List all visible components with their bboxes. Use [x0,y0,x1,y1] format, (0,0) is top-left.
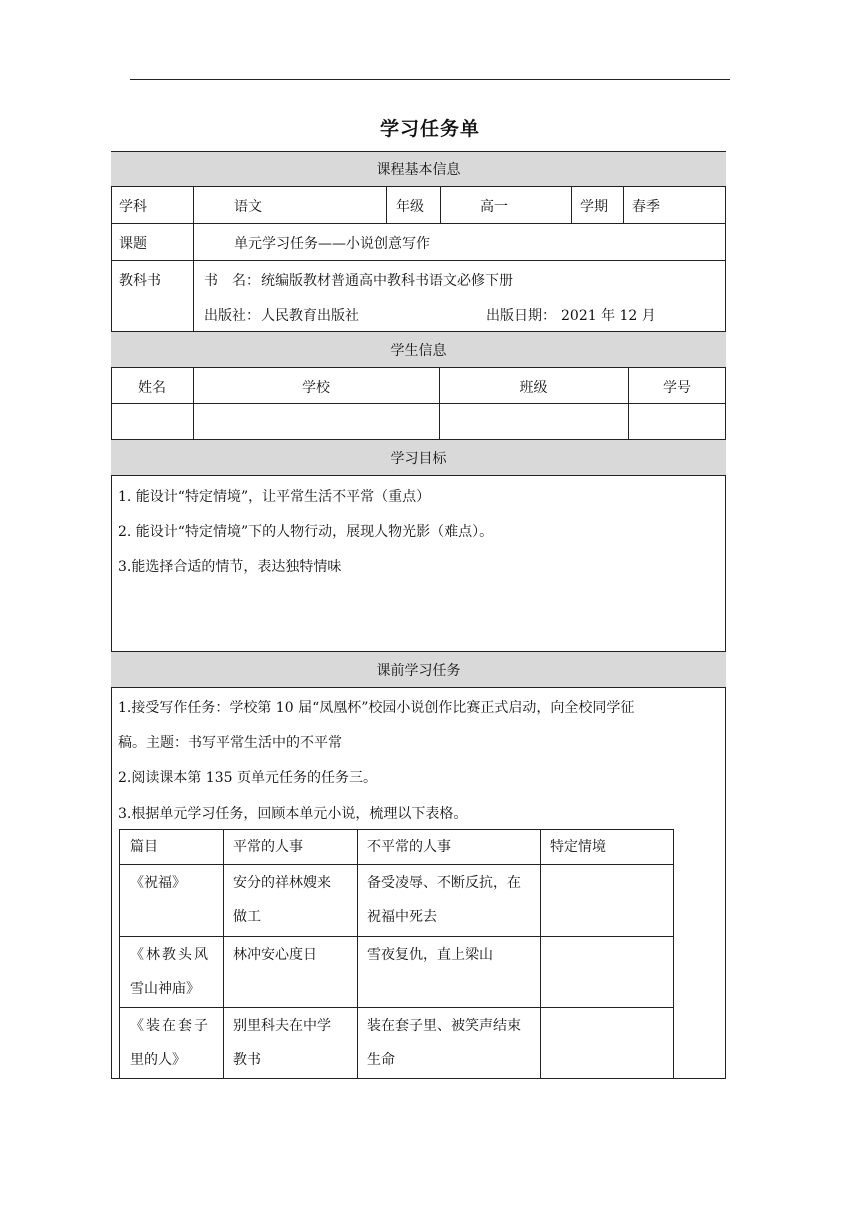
task-text: 2.阅读课本第 135 页单元任务的任务三。 [118,770,377,786]
pre-tasks-header [111,651,726,688]
pub-date-label: 出版日期： [486,308,556,324]
book-name-label: 书 名： [204,273,260,289]
col-ordinary: 平常的人事 [233,839,303,855]
col-name: 姓名 [138,380,166,396]
course-info-header-text: 课程基本信息 [376,162,461,178]
objective-item: 3.能选择合适的情节，表达独特情味 [118,559,342,575]
divider [386,187,387,223]
textbook-label: 教科书 [119,273,161,289]
table-cell: 祝福中死去 [367,909,437,925]
col-extraordinary: 不平常的人事 [367,839,451,855]
course-info-header [111,151,726,187]
grade-value: 高一 [480,199,508,215]
table-cell: 雪山神庙》 [130,981,200,997]
objectives-header [111,439,726,476]
table-cell: 《祝福》 [130,875,186,891]
divider [540,829,541,1079]
book-name-value: 统编版教材普通高中教科书语文必修下册 [261,273,513,289]
grade-label: 年级 [396,199,424,215]
col-school: 学校 [302,380,330,396]
objective-item: 2. 能设计“特定情境”下的人物行动，展现人物光影（难点）。 [118,524,494,540]
task-text: 1.接受写作任务：学校第 10 届“凤凰杯”校园小说创作比赛正式启动，向全校同学征 [118,700,635,716]
student-info-header-text: 学生信息 [390,342,447,359]
table-cell: 《林教头风 [130,947,210,963]
topic-value: 单元学习任务——小说创意写作 [234,236,430,252]
table-cell: 教书 [233,1052,261,1068]
divider [111,260,726,261]
term-value: 春季 [632,199,660,215]
publisher-value: 人民教育出版社 [261,308,359,324]
table-cell: 生命 [367,1052,395,1068]
divider [119,1007,674,1008]
col-situation: 特定情境 [550,839,606,855]
table-cell: 别里科夫在中学 [233,1018,331,1034]
pre-tasks-header-text: 课前学习任务 [376,662,461,679]
pub-date-value: 2021 年 12 月 [561,308,656,324]
header-rule [130,79,730,80]
objectives-header-text: 学习目标 [390,450,447,467]
divider [623,187,624,223]
table-cell: 里的人》 [130,1052,186,1068]
term-label: 学期 [580,199,608,215]
task-text: 稿。主题：书写平常生活中的不平常 [118,735,342,751]
subject-label: 学科 [119,199,147,215]
col-title: 篇目 [130,839,158,855]
divider [571,187,572,223]
table-cell: 《装在套子 [130,1018,210,1034]
table-cell: 备受凌辱、不断反抗，在 [367,875,521,891]
document-title: 学习任务单 [379,118,480,140]
objective-item: 1. 能设计“特定情境”，让平常生活不平常（重点） [118,489,431,505]
table-cell: 装在套子里、被笑声结束 [367,1018,521,1034]
divider [357,829,358,1079]
divider [111,403,726,404]
task-text: 3.根据单元学习任务，回顾本单元小说，梳理以下表格。 [118,806,468,822]
table-cell: 安分的祥林嫂来 [233,875,331,891]
divider [223,829,224,1079]
table-cell: 雪夜复仇，直上梁山 [367,947,493,963]
divider [440,187,441,223]
topic-label: 课题 [119,236,147,252]
subject-value: 语文 [234,199,262,215]
divider [111,223,726,224]
col-student-id: 学号 [663,380,691,396]
col-class: 班级 [519,380,548,396]
student-info-header [111,331,726,368]
table-cell: 做工 [233,909,261,925]
divider [119,936,674,937]
publisher-label: 出版社： [204,308,260,324]
table-cell: 林冲安心度日 [233,947,317,963]
divider [119,864,674,865]
